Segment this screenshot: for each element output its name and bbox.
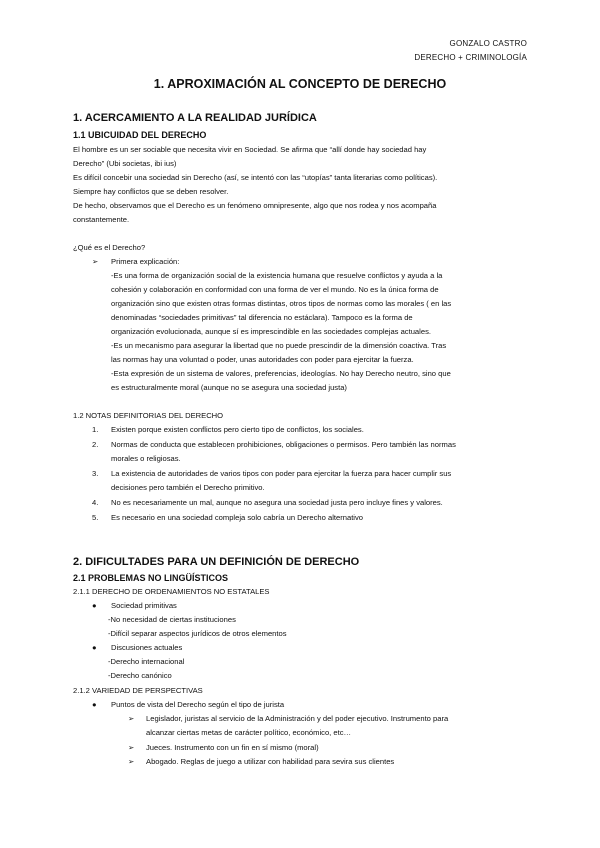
bullet-subline: -Derecho internacional	[108, 657, 185, 666]
section-1-2-heading: 1.2 NOTAS DEFINITORIAS DEL DERECHO	[73, 411, 224, 420]
list-number: 5.	[92, 513, 99, 522]
explanation-line: cohesión y colaboración en conformidad con una forma de ver el mundo. No es la única forma de	[111, 285, 439, 294]
section-2-1-2-heading: 2.1.2 VARIEDAD DE PERSPECTIVAS	[73, 686, 203, 695]
bullet-dot-icon: ●	[92, 601, 97, 610]
arrow-item: Abogado. Reglas de juego a utilizar con habilidad para sevira sus clientes	[146, 757, 395, 766]
list-item: decisiones pero también el Derecho primitivo.	[111, 483, 265, 492]
explanation-line: -Esta expresión de un sistema de valores, preferencias, ideologías. No hay Derecho neutro, sino que	[111, 369, 451, 378]
bullet-subline: -Difícil separar aspectos jurídicos de otros elementos	[108, 629, 287, 638]
list-number: 2.	[92, 440, 99, 449]
arrow-bullet-icon: ➢	[92, 257, 99, 266]
explanation-line: -Es una forma de organización social de la existencia humana que resuelve conflictos y ayuda a la	[111, 271, 443, 280]
first-explanation-label: Primera explicación:	[111, 257, 180, 266]
explanation-line: organización evolucionada, aunque sí es imprescindible en las sociedades complejas actuales.	[111, 327, 431, 336]
arrow-bullet-icon: ➢	[128, 743, 135, 752]
explanation-line: -Es un mecanismo para asegurar la libertad que no puede prescindir de la dimensión coactiva. Tras	[111, 341, 447, 350]
bullet-dot-icon: ●	[92, 643, 97, 652]
explanation-line: denominadas “sociedades primitivas” tal diferencia no estáclara). Tampoco es la forma de	[111, 313, 413, 322]
page-title: 1. APROXIMACIÓN AL CONCEPTO DE DERECHO	[153, 77, 447, 91]
header-author: GONZALO CASTRO	[449, 39, 527, 48]
list-item: Normas de conducta que establecen prohibiciones, obligaciones o permisos. Pero también las normas	[111, 440, 456, 449]
section-2-1-1-heading: 2.1.1 DERECHO DE ORDENAMIENTOS NO ESTATALES	[73, 587, 270, 596]
explanation-line: es estructuralmente moral (aunque no se asegura una sociedad justa)	[111, 383, 347, 392]
list-number: 4.	[92, 498, 99, 507]
arrow-item: Jueces. Instrumento con un fin en sí mismo (moral)	[146, 743, 319, 752]
section-2-heading: 2. DIFICULTADES PARA UN DEFINICIÓN DE DERECHO	[73, 556, 360, 568]
section-1-1-heading: 1.1 UBICUIDAD DEL DERECHO	[73, 130, 207, 140]
bullet-dot-icon: ●	[92, 700, 97, 709]
list-item: Existen porque existen conflictos pero cierto tipo de conflictos, los sociales.	[111, 425, 364, 434]
arrow-bullet-icon: ➢	[128, 714, 135, 723]
section-1-heading: 1. ACERCAMIENTO A LA REALIDAD JURÍDICA	[73, 112, 317, 124]
list-number: 3.	[92, 469, 99, 478]
paragraph-line: Derecho” (Ubi societas, ibi ius)	[73, 159, 177, 168]
paragraph-line: De hecho, observamos que el Derecho es un fenómeno omnipresente, algo que nos rodea y nos acompaña	[73, 201, 437, 210]
arrow-item: alcanzar ciertas metas de carácter político, económico, etc…	[146, 728, 352, 737]
bullet-label: Puntos de vista del Derecho según el tipo de jurista	[111, 700, 285, 709]
explanation-line: las normas hay una voluntad o poder, unas autoridades con poder para ejercitar la fuerza.	[111, 355, 414, 364]
paragraph-line: constantemente.	[73, 215, 130, 224]
list-item: La existencia de autoridades de varios tipos con poder para ejercitar la fuerza para hacer cumplir sus	[111, 469, 452, 478]
header-course: DERECHO + CRIMINOLOGÍA	[414, 53, 527, 62]
section-2-1-heading: 2.1 PROBLEMAS NO LINGÜÍSTICOS	[73, 573, 229, 583]
bullet-label: Sociedad primitivas	[111, 601, 177, 610]
bullet-label: Discusiones actuales	[111, 643, 183, 652]
paragraph-line: El hombre es un ser sociable que necesita vivir en Sociedad. Se afirma que “allí donde hay sociedad hay	[73, 145, 427, 154]
list-item: No es necesariamente un mal, aunque no asegura una sociedad justa pero incluye fines y valores.	[111, 498, 443, 507]
question-line: ¿Qué es el Derecho?	[73, 243, 146, 252]
explanation-line: organización sino que existen otras formas distintas, otros tipos de normas como las morales ( en las	[111, 299, 452, 308]
bullet-subline: -No necesidad de ciertas instituciones	[108, 615, 236, 624]
list-item: Es necesario en una sociedad compleja solo cabría un Derecho alternativo	[111, 513, 364, 522]
paragraph-line: Siempre hay conflictos que se deben resolver.	[73, 187, 229, 196]
list-number: 1.	[92, 425, 99, 434]
list-item: morales o religiosas.	[111, 454, 181, 463]
bullet-subline: -Derecho canónico	[108, 671, 172, 680]
arrow-item: Legislador, juristas al servicio de la Administración y del poder ejecutivo. Instrumento para	[146, 714, 449, 723]
arrow-bullet-icon: ➢	[128, 757, 135, 766]
paragraph-line: Es difícil concebir una sociedad sin Derecho (así, se intentó con las “utopías” tanta literarias como políticas).	[73, 173, 438, 182]
